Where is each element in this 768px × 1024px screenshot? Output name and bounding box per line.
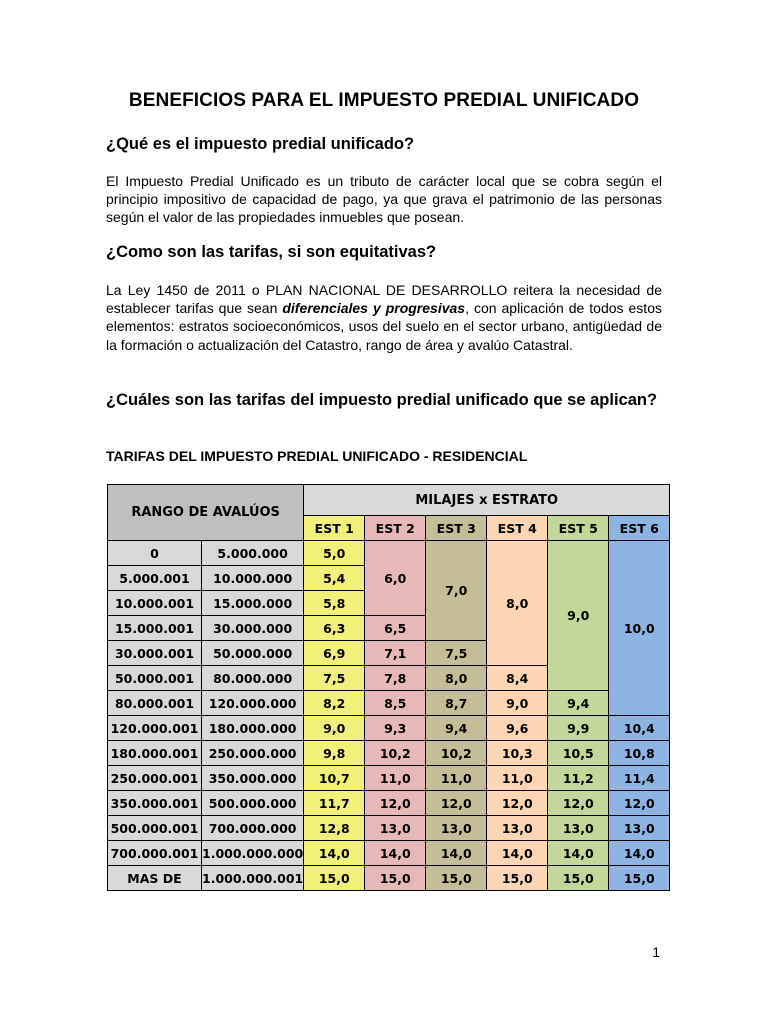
est2-value: 8,5 <box>365 691 426 716</box>
table-title: TARIFAS DEL IMPUESTO PREDIAL UNIFICADO - RESIDENCIAL <box>106 448 528 464</box>
est2-value: 13,0 <box>365 816 426 841</box>
range-to: 500.000.000 <box>202 791 304 816</box>
range-to: 30.000.000 <box>202 616 304 641</box>
range-from: 0 <box>108 541 202 566</box>
section3-heading: ¿Cuáles son las tarifas del impuesto predial unificado que se aplican? <box>106 391 658 409</box>
range-to: 250.000.000 <box>202 741 304 766</box>
section2-emphasis: diferenciales y progresivas <box>282 300 466 317</box>
est1-value: 8,2 <box>304 691 365 716</box>
est6-value: 14,0 <box>609 841 670 866</box>
est2-value: 15,0 <box>365 866 426 891</box>
est2-value: 7,8 <box>365 666 426 691</box>
est1-value: 10,7 <box>304 766 365 791</box>
table-row <box>108 866 670 891</box>
est1-value: 11,7 <box>304 791 365 816</box>
est-header-1: EST 1 <box>304 516 365 541</box>
range-to: 5.000.000 <box>202 541 304 566</box>
est4-value: 10,3 <box>487 741 548 766</box>
est4-merged-value: 8,0 <box>487 541 548 666</box>
header-rango: RANGO DE AVALÚOS <box>108 485 304 541</box>
est1-value: 6,9 <box>304 641 365 666</box>
range-to: 350.000.000 <box>202 766 304 791</box>
range-from: 350.000.001 <box>108 791 202 816</box>
range-to: 700.000.000 <box>202 816 304 841</box>
range-from: 10.000.001 <box>108 591 202 616</box>
est3-value: 13,0 <box>426 816 487 841</box>
est1-value: 15,0 <box>304 866 365 891</box>
section1-paragraph: El Impuesto Predial Unificado es un tributo de carácter local que se cobra según el principio impositivo de capacidad de pago, ya que grava el patrimonio de las personas según el valor de las propiedades inmuebles que posean. <box>106 173 662 226</box>
est5-value: 15,0 <box>548 866 609 891</box>
est3-value: 8,0 <box>426 666 487 691</box>
est3-value: 12,0 <box>426 791 487 816</box>
range-from: 180.000.001 <box>108 741 202 766</box>
est6-merged-value: 10,0 <box>609 541 670 716</box>
range-to: 1.000.000.001 <box>202 866 304 891</box>
est1-value: 5,8 <box>304 591 365 616</box>
range-from: 120.000.001 <box>108 716 202 741</box>
table-row <box>108 766 670 791</box>
table-row <box>108 716 670 741</box>
range-to: 1.000.000.000 <box>202 841 304 866</box>
est2-value: 14,0 <box>365 841 426 866</box>
est4-value: 8,4 <box>487 666 548 691</box>
est1-value: 7,5 <box>304 666 365 691</box>
est3-value: 7,5 <box>426 641 487 666</box>
est6-value: 10,4 <box>609 716 670 741</box>
est3-value: 11,0 <box>426 766 487 791</box>
est4-value: 9,0 <box>487 691 548 716</box>
est1-value: 9,0 <box>304 716 365 741</box>
est-header-4: EST 4 <box>487 516 548 541</box>
range-to: 15.000.000 <box>202 591 304 616</box>
page-number: 1 <box>652 944 660 960</box>
est6-value: 11,4 <box>609 766 670 791</box>
table-row <box>108 791 670 816</box>
est4-value: 14,0 <box>487 841 548 866</box>
est4-value: 15,0 <box>487 866 548 891</box>
range-from: 700.000.001 <box>108 841 202 866</box>
range-from: 5.000.001 <box>108 566 202 591</box>
est3-value: 10,2 <box>426 741 487 766</box>
range-to: 80.000.000 <box>202 666 304 691</box>
est4-value: 9,6 <box>487 716 548 741</box>
table-row <box>108 541 670 566</box>
est2-value: 9,3 <box>365 716 426 741</box>
est-header-5: EST 5 <box>548 516 609 541</box>
range-from: 30.000.001 <box>108 641 202 666</box>
est1-value: 6,3 <box>304 616 365 641</box>
est1-value: 9,8 <box>304 741 365 766</box>
range-from: MAS DE <box>108 866 202 891</box>
range-to: 180.000.000 <box>202 716 304 741</box>
est4-value: 12,0 <box>487 791 548 816</box>
est1-value: 5,4 <box>304 566 365 591</box>
est2-value: 7,1 <box>365 641 426 666</box>
range-from: 500.000.001 <box>108 816 202 841</box>
est3-value: 9,4 <box>426 716 487 741</box>
est-header-2: EST 2 <box>365 516 426 541</box>
est5-merged-value: 9,0 <box>548 541 609 691</box>
est5-value: 11,2 <box>548 766 609 791</box>
est4-value: 11,0 <box>487 766 548 791</box>
est6-value: 10,8 <box>609 741 670 766</box>
est1-value: 5,0 <box>304 541 365 566</box>
section2-text-before: La Ley 1450 de 2011 o PLAN NACIONAL DE DESARROLLO reitera la necesidad de establecer tarifas que sean <box>106 282 662 317</box>
est5-value: 10,5 <box>548 741 609 766</box>
est5-value: 12,0 <box>548 791 609 816</box>
section2-heading: ¿Como son las tarifas, si son equitativas? <box>106 243 437 261</box>
table-row <box>108 741 670 766</box>
est5-value: 14,0 <box>548 841 609 866</box>
range-from: 250.000.001 <box>108 766 202 791</box>
est6-value: 15,0 <box>609 866 670 891</box>
est2-value: 12,0 <box>365 791 426 816</box>
est6-value: 12,0 <box>609 791 670 816</box>
range-from: 15.000.001 <box>108 616 202 641</box>
est2-value: 11,0 <box>365 766 426 791</box>
est3-merged-value: 7,0 <box>426 541 487 641</box>
est6-value: 13,0 <box>609 816 670 841</box>
est5-value: 9,4 <box>548 691 609 716</box>
table-row <box>108 841 670 866</box>
section1-heading: ¿Qué es el impuesto predial unificado? <box>106 135 415 153</box>
table-row <box>108 816 670 841</box>
section2-paragraph <box>106 281 662 354</box>
range-to: 50.000.000 <box>202 641 304 666</box>
est-header-3: EST 3 <box>426 516 487 541</box>
est3-value: 15,0 <box>426 866 487 891</box>
est3-value: 14,0 <box>426 841 487 866</box>
est3-value: 8,7 <box>426 691 487 716</box>
est2-value: 10,2 <box>365 741 426 766</box>
document-title: BENEFICIOS PARA EL IMPUESTO PREDIAL UNIFICADO <box>128 90 640 111</box>
tarifas-table <box>107 484 670 891</box>
est1-value: 14,0 <box>304 841 365 866</box>
header-milajes: MILAJES x ESTRATO <box>304 485 670 516</box>
range-to: 120.000.000 <box>202 691 304 716</box>
est4-value: 13,0 <box>487 816 548 841</box>
est1-value: 12,8 <box>304 816 365 841</box>
range-from: 50.000.001 <box>108 666 202 691</box>
est5-value: 9,9 <box>548 716 609 741</box>
table-row <box>108 691 670 716</box>
range-to: 10.000.000 <box>202 566 304 591</box>
est2-value: 6,5 <box>365 616 426 641</box>
est5-value: 13,0 <box>548 816 609 841</box>
est2-merged-value: 6,0 <box>365 541 426 616</box>
range-from: 80.000.001 <box>108 691 202 716</box>
est-header-6: EST 6 <box>609 516 670 541</box>
section2-text-after: , con aplicación de todos estos elementos: estratos socioeconómicos, usos del suelo en el sector urbano, antigüedad de la formación o actualización del Catastro, rango de área y avalúo Catastral. <box>106 300 662 353</box>
